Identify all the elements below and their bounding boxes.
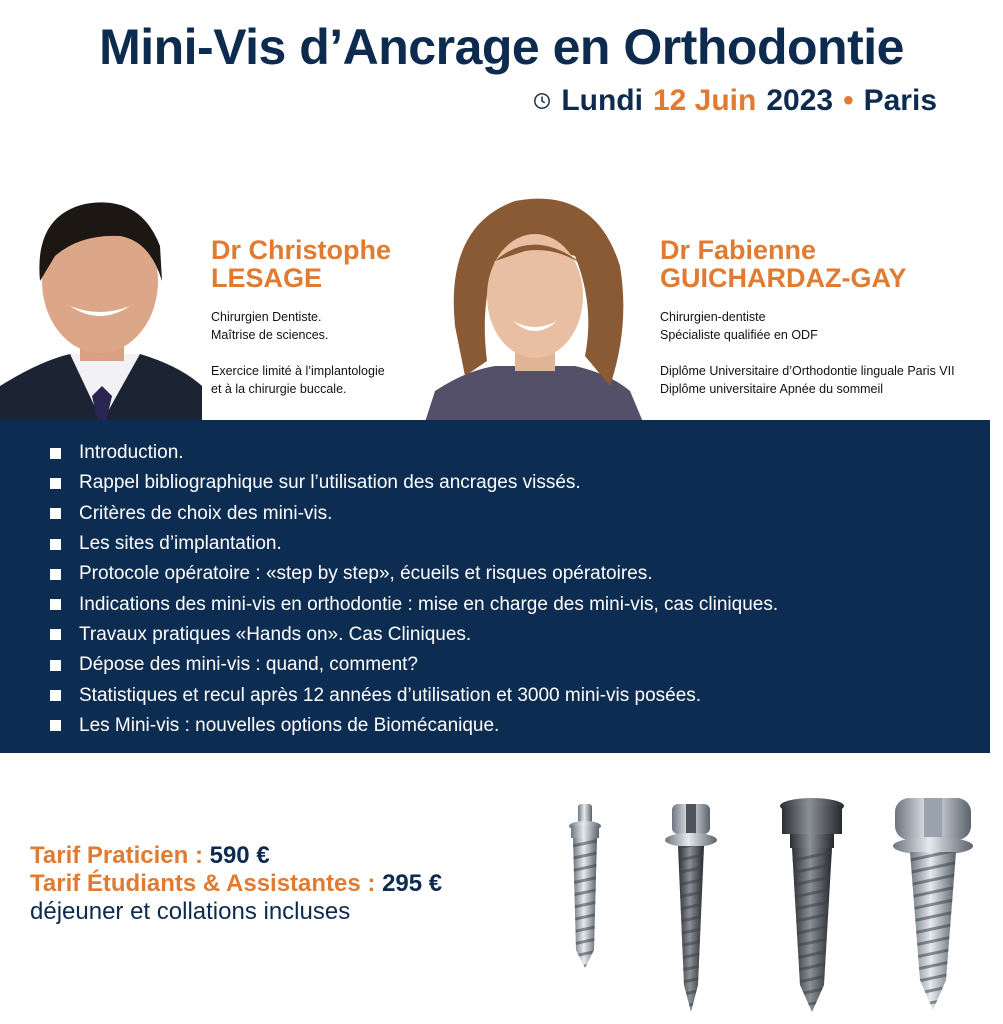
program-item — [50, 438, 990, 468]
event-date — [533, 84, 937, 118]
bio-line: Exercice limité à l’implantologie — [211, 364, 385, 378]
program-item — [50, 589, 990, 619]
price-value: 295 € — [382, 870, 443, 897]
speaker-bio-lesage — [211, 308, 385, 398]
square-bullet-icon — [50, 448, 61, 459]
program-item-text: Travaux pratiques «Hands on». Cas Cliniques. — [79, 623, 472, 645]
square-bullet-icon — [50, 478, 61, 489]
speaker-name-guichardaz-gay — [660, 236, 907, 292]
speaker-firstname: Dr Christophe — [211, 235, 392, 265]
mini-screw-4 — [893, 798, 973, 1010]
event-day: Lundi — [561, 84, 643, 117]
square-bullet-icon — [50, 629, 61, 640]
program-item — [50, 620, 990, 650]
speaker-lastname: GUICHARDAZ-GAY — [660, 263, 907, 293]
program-item — [50, 650, 990, 680]
price-label: Tarif Praticien : — [30, 842, 203, 869]
program-item-text: Protocole opératoire : «step by step», écueils et risques opératoires. — [79, 563, 653, 585]
bio-line: Diplôme universitaire Apnée du sommeil — [660, 382, 884, 396]
clock-icon — [533, 92, 551, 110]
program-item-text: Rappel bibliographique sur l’utilisation des ancrages vissés. — [79, 472, 581, 494]
price-value: 590 € — [209, 842, 270, 869]
program-item — [50, 529, 990, 559]
mini-screw-2 — [665, 804, 717, 1012]
program-item-text: Les sites d’implantation. — [79, 533, 282, 555]
program-item-text: Statistiques et recul après 12 années d’utilisation et 3000 mini-vis posées. — [79, 684, 702, 706]
speaker-bio-guichardaz-gay — [660, 308, 955, 398]
bio-line — [660, 344, 955, 362]
program-item-text: Les Mini-vis : nouvelles options de Biomécanique. — [79, 714, 500, 736]
square-bullet-icon — [50, 660, 61, 671]
date-separator: • — [843, 84, 854, 117]
program-item-text: Introduction. — [79, 442, 184, 464]
program-list — [0, 420, 990, 741]
speaker-firstname: Dr Fabienne — [660, 235, 817, 265]
bio-line: Diplôme Universitaire d’Orthodontie linguale Paris VII — [660, 364, 955, 378]
square-bullet-icon — [50, 720, 61, 731]
bio-line: Chirurgien Dentiste. — [211, 310, 322, 324]
program-item — [50, 559, 990, 589]
mini-screw-1 — [569, 804, 601, 968]
program-item — [50, 499, 990, 529]
square-bullet-icon — [50, 508, 61, 519]
speaker-lastname: LESAGE — [211, 263, 323, 293]
speaker-photo-lesage — [0, 186, 202, 422]
bio-line — [211, 344, 385, 362]
program-item — [50, 711, 990, 741]
program-item-text: Dépose des mini-vis : quand, comment? — [79, 654, 418, 676]
speaker-name-lesage — [211, 236, 391, 292]
event-date-daymonth: 12 Juin — [652, 84, 757, 117]
mini-screws-illustration — [540, 790, 990, 1020]
program-item — [50, 468, 990, 498]
square-bullet-icon — [50, 539, 61, 550]
program-item — [50, 680, 990, 710]
bio-line: Spécialiste qualifiée en ODF — [660, 328, 818, 342]
speaker-photo-guichardaz-gay — [425, 186, 643, 422]
price-praticien — [30, 842, 442, 870]
mini-screw-3 — [780, 798, 844, 1012]
bio-line: Chirurgien-dentiste — [660, 310, 766, 324]
program-section — [0, 420, 990, 753]
program-item-text: Indications des mini-vis en orthodontie : mise en charge des mini-vis, cas cliniques. — [79, 593, 779, 615]
price-etudiants — [30, 870, 442, 898]
bio-line: Maîtrise de sciences. — [211, 328, 329, 342]
square-bullet-icon — [50, 599, 61, 610]
page-title: Mini-Vis d’Ancrage en Orthodontie — [99, 19, 904, 75]
event-year: 2023 — [766, 84, 834, 117]
square-bullet-icon — [50, 569, 61, 580]
square-bullet-icon — [50, 690, 61, 701]
pricing-block — [30, 842, 442, 926]
event-city: Paris — [863, 84, 937, 117]
bio-line: et à la chirurgie buccale. — [211, 382, 347, 396]
price-label: Tarif Étudiants & Assistantes : — [30, 870, 376, 897]
price-note: déjeuner et collations incluses — [30, 898, 351, 925]
program-item-text: Critères de choix des mini-vis. — [79, 502, 333, 524]
